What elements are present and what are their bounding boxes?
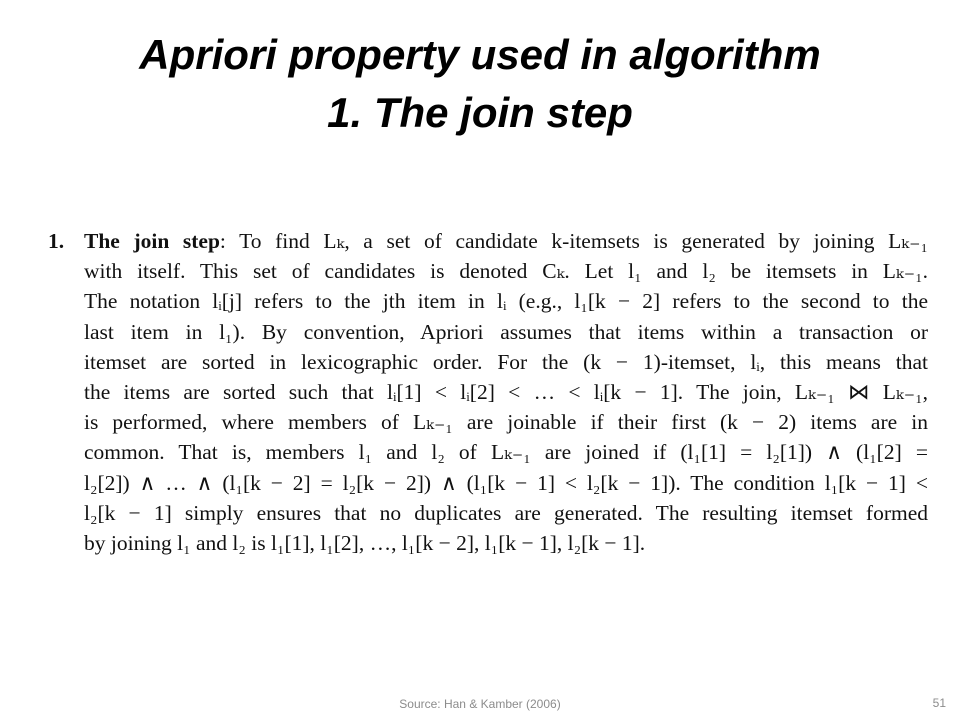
excerpt-line-text: is performed, where members of Lₖ₋₁ are joinable if their first (k − 2) items are in xyxy=(84,410,928,435)
excerpt-line-8 xyxy=(48,437,928,467)
excerpt-line-5 xyxy=(48,347,928,377)
slide-title-line-2: 1. The join step xyxy=(327,89,633,136)
excerpt-line-text: The notation lᵢ[j] refers to the jth item in lᵢ (e.g., l₁[k − 2] refers to the second to the xyxy=(84,289,928,314)
excerpt-line-text: last item in l₁). By convention, Apriori assumes that items within a transaction or xyxy=(84,319,928,344)
excerpt-line-10 xyxy=(48,498,928,528)
excerpt-line-text: the items are sorted such that lᵢ[1] < lᵢ[2] < … < lᵢ[k − 1]. The join, Lₖ₋₁ ⋈ Lₖ₋₁, xyxy=(84,379,928,404)
excerpt-line-text: l₂[2]) ∧ … ∧ (l₁[k − 2] = l₂[k − 2]) ∧ (l₁[k − 1] < l₂[k − 1]). The condition l₁[k − 1] < xyxy=(84,470,928,495)
excerpt-line-3 xyxy=(48,286,928,316)
excerpt-line-11 xyxy=(48,528,928,558)
excerpt-line-1 xyxy=(48,226,928,256)
slide-title-line-1: Apriori property used in algorithm xyxy=(139,31,821,78)
excerpt-line-text: l₂[k − 1] simply ensures that no duplicates are generated. The resulting itemset formed xyxy=(84,500,928,525)
slide-title xyxy=(0,26,960,142)
excerpt-line-2 xyxy=(48,256,928,286)
excerpt-line-text: : To find Lₖ, a set of candidate k-itemsets is generated by joining Lₖ₋₁ xyxy=(219,229,928,253)
source-citation: Source: Han & Kamber (2006) xyxy=(399,697,561,711)
excerpt-line-text: itemset are sorted in lexicographic order. For the (k − 1)-itemset, lᵢ, this means that xyxy=(84,349,928,374)
excerpt-line-text: by joining l₁ and l₂ is l₁[1], l₁[2], …, l₁[k − 2], l₁[k − 1], l₂[k − 1]. xyxy=(84,530,646,555)
excerpt-line-6 xyxy=(48,377,928,407)
excerpt-line-text: common. That is, members l₁ and l₂ of Lₖ₋₁ are joined if (l₁[1] = l₂[1]) ∧ (l₁[2] = xyxy=(84,440,928,465)
textbook-excerpt xyxy=(48,226,928,562)
excerpt-line-9 xyxy=(48,468,928,498)
excerpt-line-4 xyxy=(48,317,928,347)
excerpt-item-number: 1. xyxy=(48,229,65,253)
excerpt-label: The join step xyxy=(84,229,220,253)
page-number: 51 xyxy=(932,696,946,710)
excerpt-line-7 xyxy=(48,407,928,437)
excerpt-line-text: with itself. This set of candidates is denoted Cₖ. Let l₁ and l₂ be itemsets in Lₖ₋₁. xyxy=(84,259,928,284)
